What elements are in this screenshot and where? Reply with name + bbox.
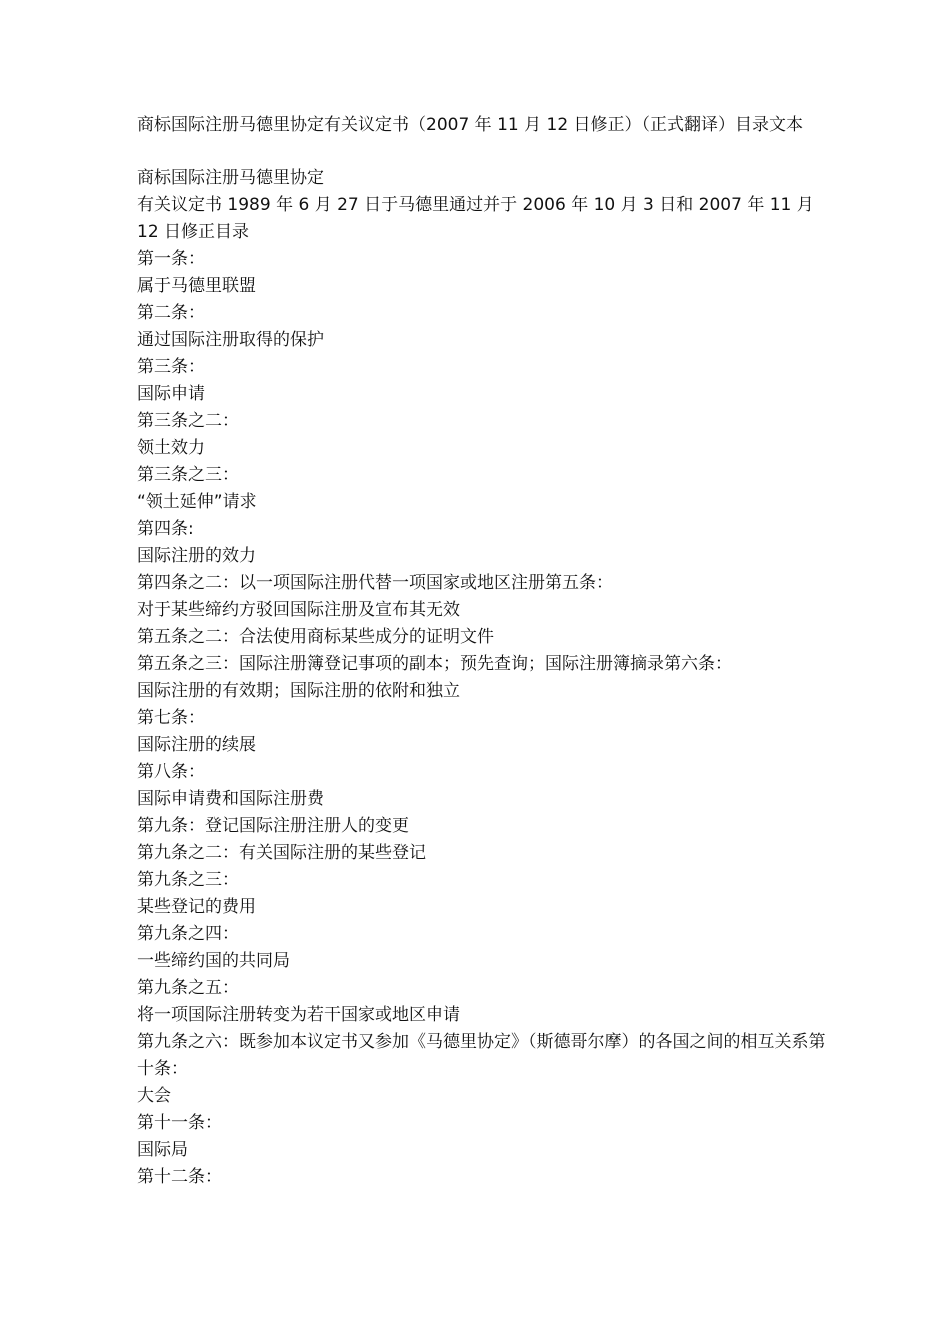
article-9quater-title: 一些缔约国的共同局: [137, 951, 290, 971]
article-2-heading: 第二条：: [137, 303, 205, 323]
article-11-title: 国际局: [137, 1140, 188, 1160]
article-3-title: 国际申请: [137, 384, 205, 404]
article-1-title: 属于马德里联盟: [137, 276, 256, 296]
article-3ter-title: “领土延伸”请求: [137, 492, 257, 512]
article-9sexies-line: 第九条之六：既参加本议定书又参加《马德里协定》（斯德哥尔摩）的各国之间的相互关系第十条：: [137, 1032, 826, 1079]
article-11-heading: 第十一条：: [137, 1113, 222, 1133]
article-5-title: 对于某些缔约方驳回国际注册及宣布其无效: [137, 600, 460, 620]
article-12-heading: 第十二条：: [137, 1167, 222, 1187]
article-7-heading: 第七条：: [137, 708, 205, 728]
article-3bis-heading: 第三条之二：: [137, 411, 239, 431]
article-9bis-line: 第九条之二：有关国际注册的某些登记: [137, 843, 426, 863]
article-8-title: 国际申请费和国际注册费: [137, 789, 324, 809]
article-6-title: 国际注册的有效期；国际注册的依附和独立: [137, 681, 460, 701]
article-3-heading: 第三条：: [137, 357, 205, 377]
article-9ter-heading: 第九条之三：: [137, 870, 239, 890]
protocol-adoption-line: 有关议定书 1989 年 6 月 27 日于马德里通过并于 2006 年 10 月 3 日和 2007 年 11 月 12 日修正目录: [137, 195, 814, 242]
document-page: [137, 112, 827, 1191]
article-9-line: 第九条：登记国际注册注册人的变更: [137, 816, 409, 836]
article-7-title: 国际注册的续展: [137, 735, 256, 755]
document-title: 商标国际注册马德里协定有关议定书（2007 年 11 月 12 日修正）（正式翻译）目录文本: [137, 115, 804, 135]
article-9ter-title: 某些登记的费用: [137, 897, 256, 917]
article-1-heading: 第一条：: [137, 249, 205, 269]
article-4-heading: 第四条:: [137, 519, 194, 539]
article-9quinquies-title: 将一项国际注册转变为若干国家或地区申请: [137, 1005, 460, 1025]
article-2-title: 通过国际注册取得的保护: [137, 330, 324, 350]
article-9quater-heading: 第九条之四：: [137, 924, 239, 944]
article-9quinquies-heading: 第九条之五：: [137, 978, 239, 998]
article-5ter-line: 第五条之三：国际注册簿登记事项的副本；预先查询；国际注册簿摘录第六条：: [137, 654, 732, 674]
article-3ter-heading: 第三条之三：: [137, 465, 239, 485]
agreement-name: 商标国际注册马德里协定: [137, 168, 324, 188]
article-4bis-line: 第四条之二：以一项国际注册代替一项国家或地区注册第五条：: [137, 573, 613, 593]
article-10-title: 大会: [137, 1086, 171, 1106]
article-8-heading: 第八条：: [137, 762, 205, 782]
article-5bis-line: 第五条之二：合法使用商标某些成分的证明文件: [137, 627, 494, 647]
article-3bis-title: 领土效力: [137, 438, 205, 458]
article-4-title: 国际注册的效力: [137, 546, 256, 566]
